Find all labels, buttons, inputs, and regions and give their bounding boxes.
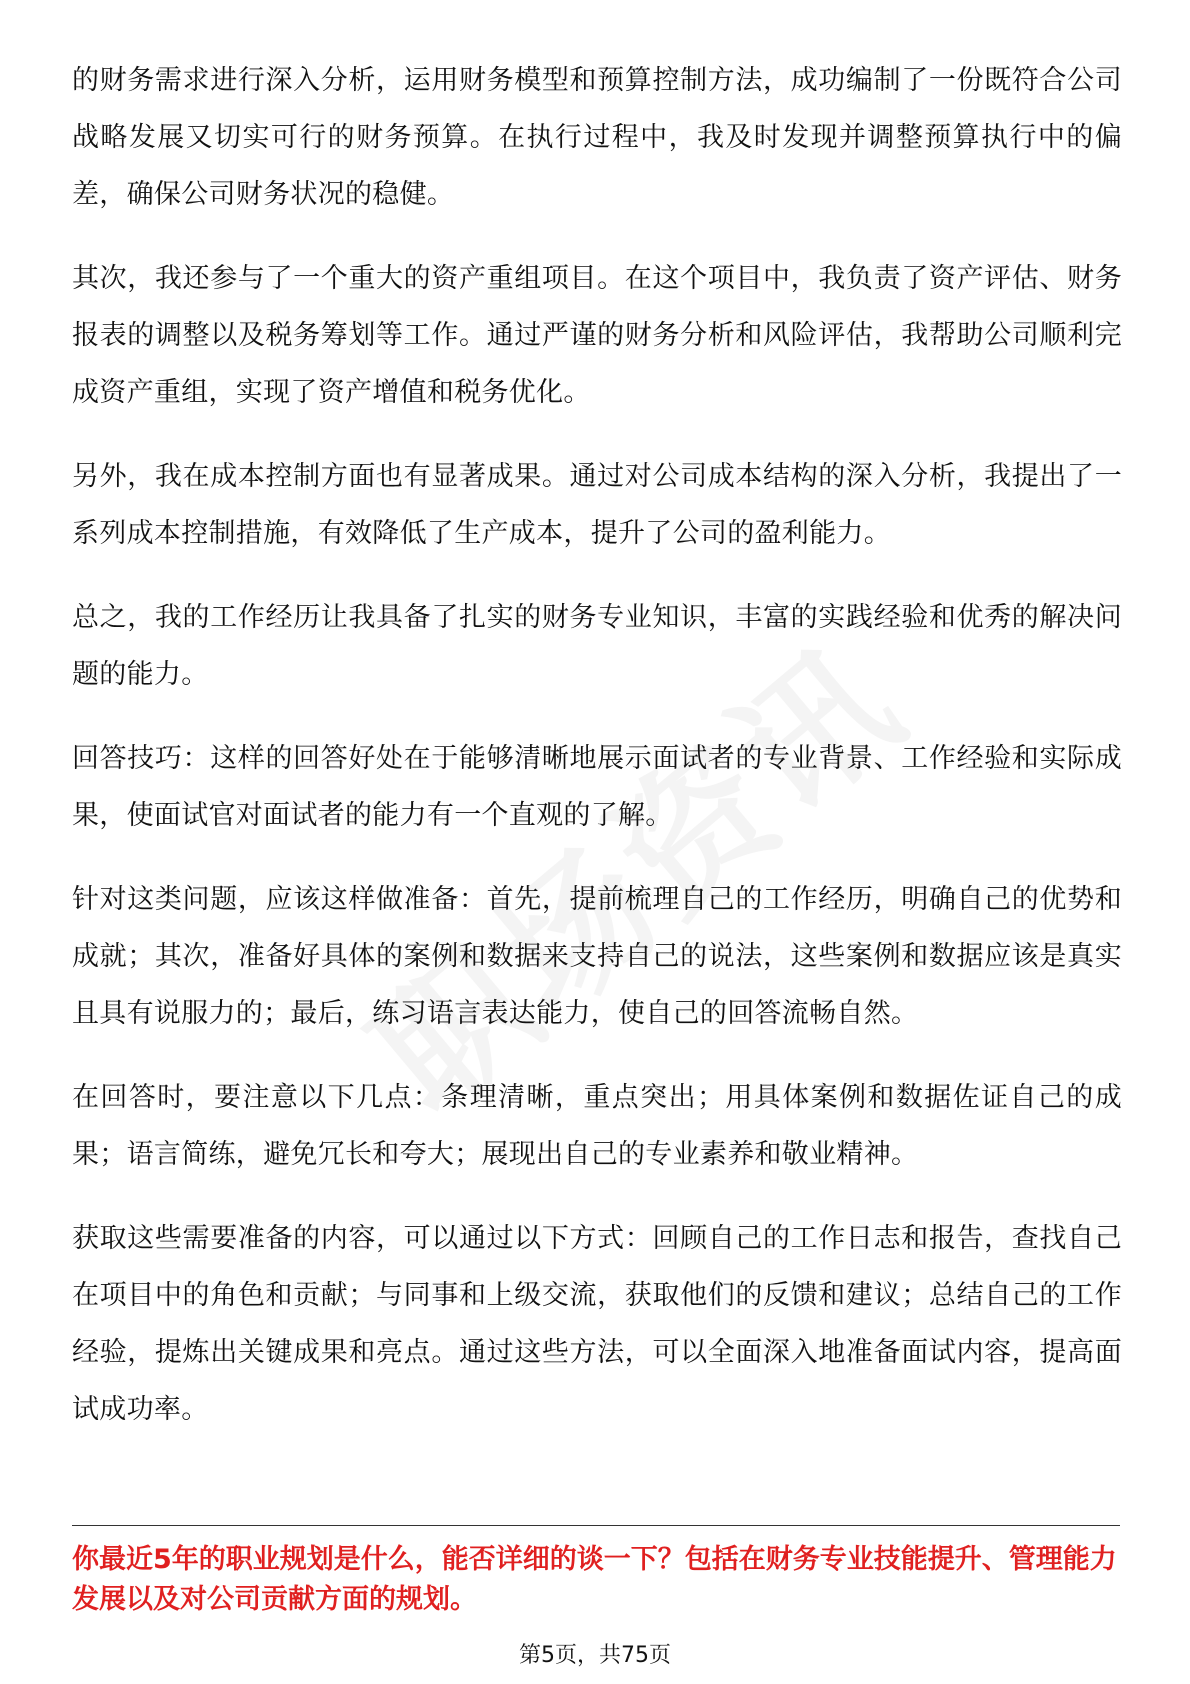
section-divider — [72, 1525, 1120, 1526]
page-number: 第5页，共75页 — [519, 1643, 671, 1668]
paragraph: 针对这类问题，应该这样做准备：首先，提前梳理自己的工作经历，明确自己的优势和成就；其次，准备好具体的案例和数据来支持自己的说法，这些案例和数据应该是真实且具有说服力的；最后，练习语言表达能力，使自己的回答流畅自然。 — [72, 884, 1122, 1029]
paragraph: 获取这些需要准备的内容，可以通过以下方式：回顾自己的工作日志和报告，查找自己在项目中的角色和贡献；与同事和上级交流，获取他们的反馈和建议；总结自己的工作经验，提炼出关键成果和亮点。通过这些方法，可以全面深入地准备面试内容，提高面试成功率。 — [72, 1223, 1122, 1425]
paragraph: 回答技巧：这样的回答好处在于能够清晰地展示面试者的专业背景、工作经验和实际成果，使面试官对面试者的能力有一个直观的了解。 — [72, 743, 1122, 831]
paragraph: 其次，我还参与了一个重大的资产重组项目。在这个项目中，我负责了资产评估、财务报表的调整以及税务筹划等工作。通过严谨的财务分析和风险评估，我帮助公司顺利完成资产重组，实现了资产增值和税务优化。 — [72, 263, 1122, 408]
paragraph: 的财务需求进行深入分析，运用财务模型和预算控制方法，成功编制了一份既符合公司战略发展又切实可行的财务预算。在执行过程中，我及时发现并调整预算执行中的偏差，确保公司财务状况的稳健。 — [72, 65, 1122, 210]
paragraph: 总之，我的工作经历让我具备了扎实的财务专业知识，丰富的实践经验和优秀的解决问题的能力。 — [72, 602, 1122, 690]
document-body — [72, 52, 1122, 1465]
paragraph: 另外，我在成本控制方面也有显著成果。通过对公司成本结构的深入分析，我提出了一系列成本控制措施，有效降低了生产成本，提升了公司的盈利能力。 — [72, 461, 1122, 549]
interview-question: 你最近5年的职业规划是什么，能否详细的谈一下？包括在财务专业技能提升、管理能力发展以及对公司贡献方面的规划。 — [72, 1544, 1117, 1615]
paragraph: 在回答时，要注意以下几点：条理清晰，重点突出；用具体案例和数据佐证自己的成果；语言简练，避免冗长和夸大；展现出自己的专业素养和敬业精神。 — [72, 1082, 1122, 1170]
